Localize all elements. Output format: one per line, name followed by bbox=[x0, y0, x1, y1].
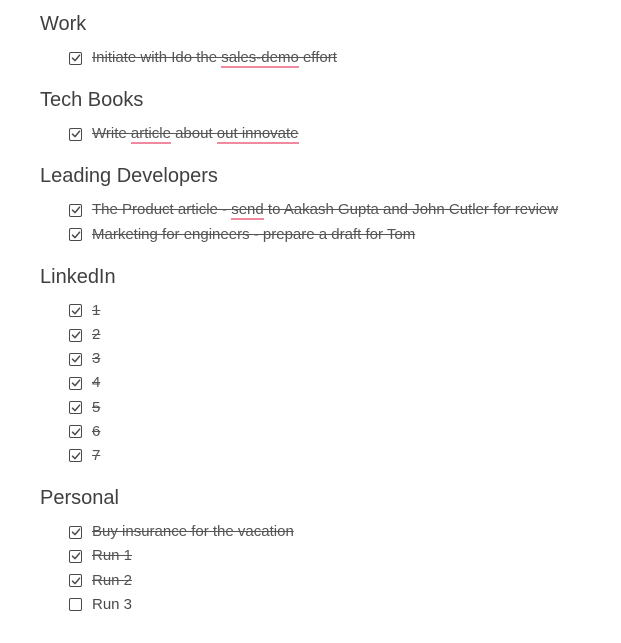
todo-text-segment: about bbox=[170, 125, 217, 143]
checkbox-checked[interactable] bbox=[69, 401, 82, 414]
todo-text-segment: Marketing for engineers - prepare a draft for Tom bbox=[92, 225, 416, 243]
checkmark-icon bbox=[71, 354, 81, 364]
spellcheck-underlined-text: send bbox=[231, 201, 264, 219]
checkmark-icon bbox=[71, 330, 81, 340]
todo-item-label[interactable] bbox=[92, 49, 337, 67]
todo-item bbox=[40, 444, 621, 468]
spellcheck-underlined-text: sales-demo bbox=[221, 49, 299, 67]
checkmark-icon bbox=[71, 306, 81, 316]
todo-item-label[interactable] bbox=[92, 596, 132, 614]
todo-text-segment: Run 1 bbox=[92, 547, 133, 565]
section-heading: Work bbox=[40, 13, 87, 35]
todo-item bbox=[40, 568, 621, 592]
section-work bbox=[40, 11, 621, 70]
checkmark-icon bbox=[71, 205, 81, 215]
todo-item bbox=[40, 520, 621, 544]
todo-item bbox=[40, 347, 621, 371]
checkbox-unchecked[interactable] bbox=[69, 598, 82, 611]
todo-item bbox=[40, 223, 621, 247]
todo-item-label[interactable] bbox=[92, 326, 100, 344]
todo-text-segment: Initiate with Ido the bbox=[92, 49, 222, 67]
todo-item-label[interactable] bbox=[92, 423, 100, 441]
todo-list bbox=[40, 46, 621, 70]
checkbox-checked[interactable] bbox=[69, 204, 82, 217]
checkmark-icon bbox=[71, 403, 81, 413]
todo-text-segment: 3 bbox=[92, 350, 101, 368]
todo-item-label[interactable] bbox=[92, 547, 132, 565]
todo-text-segment: to Aakash Gupta and John Cutler for review bbox=[263, 201, 559, 219]
checkbox-checked[interactable] bbox=[69, 574, 82, 587]
checkbox-checked[interactable] bbox=[69, 304, 82, 317]
checkbox-checked[interactable] bbox=[69, 425, 82, 438]
todo-item-label[interactable] bbox=[92, 572, 132, 590]
todo-text-segment: 1 bbox=[92, 301, 101, 319]
todo-item bbox=[40, 396, 621, 420]
checkbox-checked[interactable] bbox=[69, 52, 82, 65]
section-heading: Leading Developers bbox=[40, 165, 218, 188]
spellcheck-underlined-text: article bbox=[130, 125, 171, 143]
todo-list bbox=[40, 198, 621, 246]
checkbox-checked[interactable] bbox=[69, 377, 82, 390]
section-heading: LinkedIn bbox=[40, 265, 116, 288]
todo-item bbox=[40, 323, 621, 347]
checkbox-checked[interactable] bbox=[69, 329, 82, 342]
todo-text-segment: The Product article - bbox=[92, 201, 232, 219]
todo-item-label[interactable] bbox=[92, 399, 100, 417]
todo-list bbox=[40, 122, 621, 146]
checkmark-icon bbox=[71, 378, 81, 388]
todo-text-segment: 6 bbox=[92, 422, 101, 440]
section-linkedin bbox=[40, 264, 621, 468]
todo-text-segment: 2 bbox=[92, 326, 101, 344]
checkbox-checked[interactable] bbox=[69, 228, 82, 241]
section-leading-developers bbox=[40, 163, 621, 246]
todo-item bbox=[40, 420, 621, 444]
todo-item-label[interactable] bbox=[92, 523, 294, 541]
checkmark-icon bbox=[71, 230, 81, 240]
checkmark-icon bbox=[71, 451, 81, 461]
checkmark-icon bbox=[71, 53, 81, 63]
checkmark-icon bbox=[71, 527, 81, 537]
checkbox-checked[interactable] bbox=[69, 449, 82, 462]
todo-text-segment: Run 3 bbox=[92, 595, 133, 613]
todo-item bbox=[40, 544, 621, 568]
todo-item-label[interactable] bbox=[92, 447, 100, 465]
todo-item bbox=[40, 122, 621, 146]
checkmark-icon bbox=[71, 576, 81, 586]
todo-text-segment: 5 bbox=[92, 398, 101, 416]
todo-text-segment: Write bbox=[92, 125, 131, 143]
section-heading: Personal bbox=[40, 487, 119, 510]
spellcheck-underlined-text: out innovate bbox=[216, 125, 299, 143]
todo-text-segment: Buy insurance for the vacation bbox=[92, 523, 294, 541]
checkmark-icon bbox=[71, 129, 81, 139]
checkmark-icon bbox=[71, 551, 81, 561]
todo-item bbox=[40, 46, 621, 70]
todo-text-segment: 7 bbox=[92, 446, 101, 464]
todo-item-label[interactable] bbox=[92, 350, 100, 368]
checkbox-checked[interactable] bbox=[69, 128, 82, 141]
todo-item bbox=[40, 299, 621, 323]
section-tech-books bbox=[40, 87, 621, 146]
checkbox-checked[interactable] bbox=[69, 353, 82, 366]
todo-text-segment: effort bbox=[298, 49, 337, 67]
checkmark-icon bbox=[71, 427, 81, 437]
todo-item-label[interactable] bbox=[92, 374, 100, 392]
todo-list bbox=[40, 299, 621, 468]
todo-list bbox=[40, 520, 621, 617]
todo-item-label[interactable] bbox=[92, 302, 100, 320]
todo-item-label[interactable] bbox=[92, 226, 415, 244]
todo-item-label[interactable] bbox=[92, 125, 299, 143]
section-heading: Tech Books bbox=[40, 89, 144, 112]
todo-item-label[interactable] bbox=[92, 201, 558, 219]
section-personal bbox=[40, 485, 621, 617]
todo-item bbox=[40, 198, 621, 222]
todo-text-segment: Run 2 bbox=[92, 571, 133, 589]
todo-text-segment: 4 bbox=[92, 374, 101, 392]
todo-item bbox=[40, 371, 621, 395]
todo-item bbox=[40, 593, 621, 617]
checkbox-checked[interactable] bbox=[69, 526, 82, 539]
checkbox-checked[interactable] bbox=[69, 550, 82, 563]
